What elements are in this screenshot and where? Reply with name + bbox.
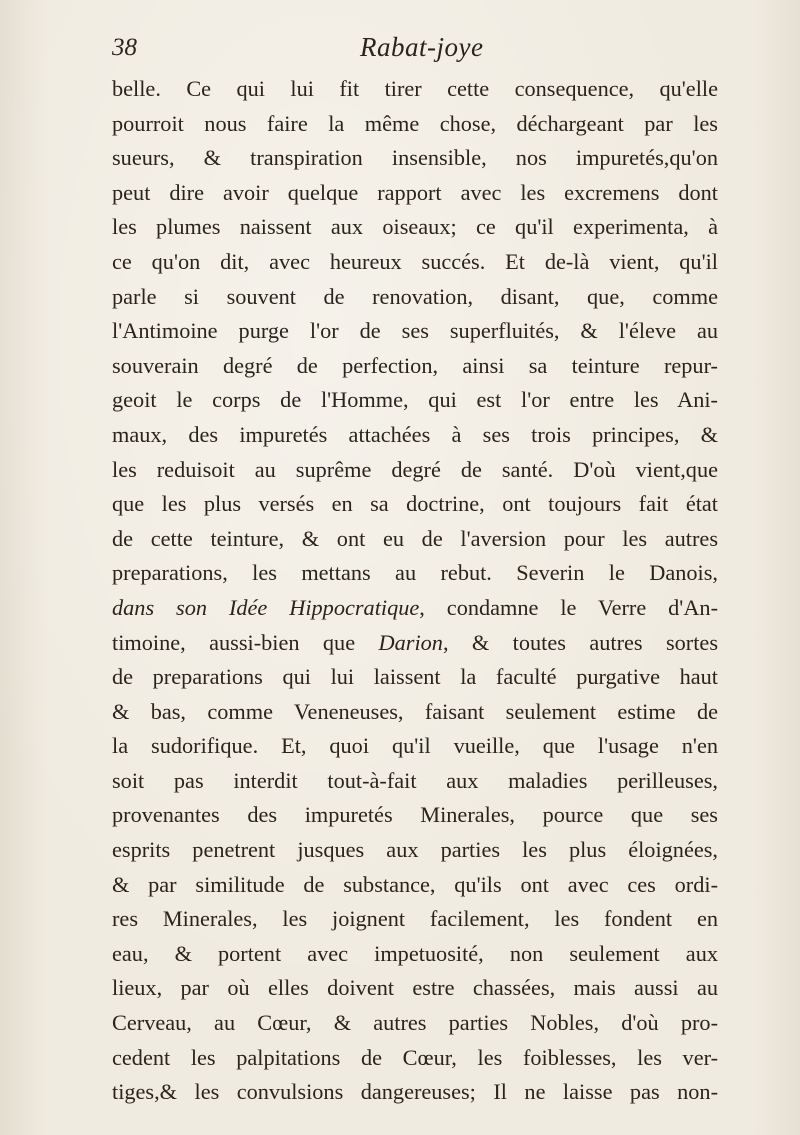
text-line: souverain degré de perfection, ainsi sa teinture repur- bbox=[112, 352, 718, 378]
page-number: 38 bbox=[112, 34, 137, 61]
text-line: dans son Idée Hippocratique, condamne le Verre d'An- bbox=[112, 594, 718, 620]
text-line: res Minerales, les joignent facilement, les fondent en bbox=[112, 906, 718, 932]
text-line: les reduisoit au suprême degré de santé. D'où vient,que bbox=[112, 456, 718, 482]
text-line: provenantes des impuretés Minerales, pource que ses bbox=[112, 802, 718, 828]
text-line: sueurs, & transpiration insensible, nos impuretés,qu'on bbox=[112, 145, 718, 171]
text-line: & par similitude de substance, qu'ils ont avec ces ordi- bbox=[112, 871, 718, 897]
text-line: & bas, comme Veneneuses, faisant seulement estime de bbox=[112, 698, 718, 724]
text-line: l'Antimoine purge l'or de ses superfluités, & l'éleve au bbox=[112, 318, 718, 344]
italic-title: dans son Idée Hippocratique bbox=[112, 594, 420, 620]
italic-name: Darion bbox=[378, 629, 443, 655]
text-line: de cette teinture, & ont eu de l'aversion pour les autres bbox=[112, 525, 718, 551]
page-header bbox=[112, 30, 712, 74]
text-line: belle. Ce qui lui fit tirer cette consequence, qu'elle bbox=[112, 76, 718, 101]
text-line: les plumes naissent aux oiseaux; ce qu'il experimenta, à bbox=[112, 214, 718, 240]
text-line: peut dire avoir quelque rapport avec les excremens dont bbox=[112, 179, 718, 205]
text-line: ce qu'on dit, avec heureux succés. Et de-là vient, qu'il bbox=[112, 248, 718, 274]
body-text bbox=[112, 72, 718, 1110]
text-line: timoine, aussi-bien que Darion, & toutes autres sortes bbox=[112, 629, 718, 655]
text-line: soit pas interdit tout-à-fait aux maladies perilleuses, bbox=[112, 767, 718, 793]
text-line: esprits penetrent jusques aux parties les plus éloignées, bbox=[112, 837, 718, 863]
text-line: Cerveau, au Cœur, & autres parties Nobles, d'où pro- bbox=[112, 1010, 718, 1036]
text-line: la sudorifique. Et, quoi qu'il vueille, que l'usage n'en bbox=[112, 733, 718, 759]
text-line: geoit le corps de l'Homme, qui est l'or entre les Ani- bbox=[112, 387, 718, 413]
text-line: lieux, par où elles doivent estre chassées, mais aussi au bbox=[112, 975, 718, 1001]
running-head: Rabat-joye bbox=[360, 32, 484, 62]
text-line: tiges,& les convulsions dangereuses; Il ne laisse pas non- bbox=[112, 1079, 718, 1105]
text-line: eau, & portent avec impetuosité, non seulement aux bbox=[112, 940, 718, 966]
text-line: de preparations qui lui laissent la faculté purgative haut bbox=[112, 664, 718, 690]
text-line: cedent les palpitations de Cœur, les foiblesses, les ver- bbox=[112, 1044, 718, 1070]
text-line: pourroit nous faire la même chose, déchargeant par les bbox=[112, 110, 718, 136]
text-line: parle si souvent de renovation, disant, que, comme bbox=[112, 283, 718, 309]
text-line: que les plus versés en sa doctrine, ont toujours fait état bbox=[112, 491, 718, 517]
text-line: preparations, les mettans au rebut. Severin le Danois, bbox=[112, 560, 718, 586]
text-line: maux, des impuretés attachées à ses trois principes, & bbox=[112, 421, 718, 447]
